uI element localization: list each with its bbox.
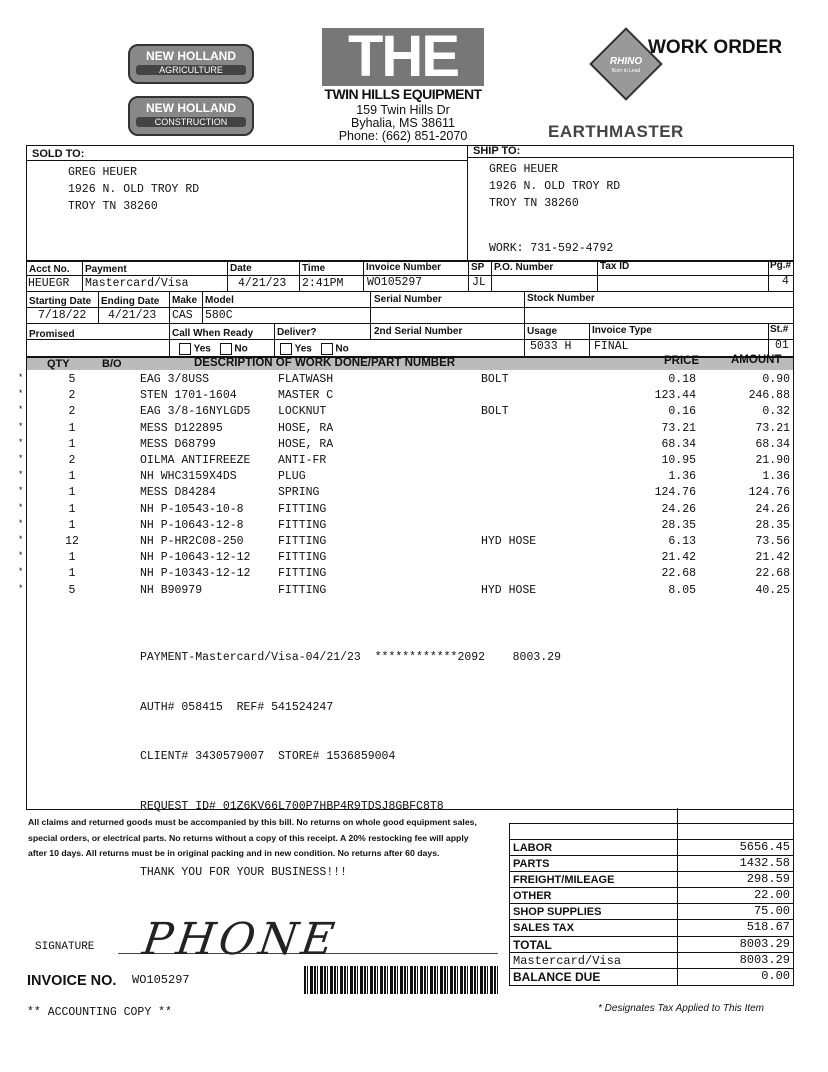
tax-star: * (18, 567, 24, 578)
tax-star: * (18, 518, 24, 529)
payment-label: Payment (85, 264, 127, 275)
item-price: 24.26 (661, 502, 696, 516)
item-description: ANTI-FR (278, 454, 327, 467)
date-label: Date (230, 263, 252, 274)
logo-text: NEW HOLLAND (146, 49, 236, 63)
amount-header: AMOUNT (731, 354, 782, 366)
item-price: 0.16 (668, 405, 696, 419)
item-description: FLATWASH (278, 373, 334, 386)
thank-you-line: THANK YOU FOR YOUR BUSINESS!!! (140, 866, 348, 879)
item-amount: 124.76 (748, 486, 790, 500)
item-amount: 0.32 (762, 405, 790, 419)
item-description: SPRING (278, 486, 320, 500)
ending-date-value: 4/21/23 (108, 309, 157, 322)
parts-label: PARTS (513, 858, 550, 870)
earthmaster-logo: EARTHMASTER (548, 122, 684, 141)
yes-label: Yes (294, 343, 312, 355)
rhino-logo-text: RHINO (609, 56, 643, 67)
item-part-number: OILMA ANTIFREEZE (140, 454, 251, 467)
item-qty: 2 (68, 405, 76, 419)
labor-value: 5656.45 (739, 840, 790, 854)
acct-no-value: HEUEGR (28, 277, 70, 290)
item-price: 21.42 (661, 551, 696, 565)
item-note: HYD HOSE (481, 583, 537, 597)
balance-due-value: 0.00 (761, 969, 790, 983)
ship-to-address (489, 161, 620, 212)
payment-line: PAYMENT-Mastercard/Visa-04/21/23 ************2092 8003.29 (140, 651, 561, 664)
invoice-number-value: WO105297 (367, 276, 423, 289)
total-value: 8003.29 (739, 937, 790, 951)
ship-to-line: GREG HEUER (489, 163, 559, 176)
sold-to-line: 1926 N. OLD TROY RD (68, 183, 200, 196)
starting-date-value: 7/18/22 (38, 309, 87, 322)
item-description: FITTING (278, 551, 327, 565)
shop-supplies-label: SHOP SUPPLIES (513, 906, 602, 918)
tax-star: * (18, 486, 24, 497)
tax-star: * (18, 389, 24, 400)
item-part-number: EAG 3/8USS (140, 373, 210, 386)
ship-to-line: TROY TN 38260 (489, 197, 579, 210)
deliver-label: Deliver? (277, 327, 317, 338)
item-qty: 1 (68, 421, 76, 435)
item-description: FITTING (278, 502, 327, 516)
item-price: 73.21 (661, 421, 696, 435)
model-value: 580C (205, 309, 233, 322)
item-amount: 28.35 (755, 518, 790, 532)
item-price: 10.95 (661, 454, 696, 467)
item-qty: 12 (65, 535, 79, 548)
new-holland-agriculture-logo (128, 44, 254, 84)
item-part-number: STEN 1701-1604 (140, 389, 237, 403)
table-row (0, 551, 828, 567)
tax-star: * (18, 405, 24, 416)
po-number-label: P.O. Number (494, 262, 554, 273)
item-amount: 21.42 (755, 551, 790, 565)
item-qty: 1 (68, 518, 76, 532)
invoice-number-label: Invoice Number (366, 262, 442, 273)
work-order-title: WORK ORDER (648, 37, 783, 58)
item-note: BOLT (481, 373, 509, 386)
freight-label: FREIGHT/MILEAGE (513, 874, 615, 886)
item-price: 123.44 (654, 389, 696, 403)
item-qty: 1 (68, 470, 76, 484)
item-price: 28.35 (661, 518, 696, 532)
labor-label: LABOR (513, 842, 553, 854)
model-label: Model (205, 295, 234, 306)
table-row (0, 373, 828, 389)
table-row (0, 567, 828, 583)
item-description: MASTER C (278, 389, 334, 403)
ship-to-line: 1926 N. OLD TROY RD (489, 180, 621, 193)
sales-tax-value: 518.67 (746, 920, 790, 934)
item-amount: 22.68 (755, 567, 790, 581)
item-qty: 1 (68, 502, 76, 516)
no-label: No (335, 343, 349, 355)
item-description: HOSE, RA (278, 421, 334, 435)
table-row (0, 422, 828, 438)
item-amount: 246.88 (748, 389, 790, 403)
page-number-value: 4 (782, 275, 789, 288)
page-number-label: Pg.# (770, 260, 792, 271)
parts-value: 1432.58 (739, 856, 790, 870)
starting-date-label: Starting Date (29, 296, 92, 307)
item-description: LOCKNUT (278, 405, 327, 419)
sp-label: SP (471, 262, 485, 273)
item-part-number: EAG 3/8-16NYLGD5 (140, 405, 251, 419)
st-value: 01 (775, 339, 789, 352)
tax-star: * (18, 470, 24, 481)
new-holland-construction-logo (128, 96, 254, 136)
item-part-number: NH B90979 (140, 583, 203, 597)
sp-value: JL (472, 276, 486, 289)
item-qty: 1 (68, 567, 76, 581)
item-amount: 68.34 (755, 437, 790, 451)
sold-to-line: TROY TN 38260 (68, 200, 158, 213)
balance-due-label: BALANCE DUE (513, 970, 601, 984)
yes-label: Yes (193, 343, 211, 355)
time-label: Time (302, 263, 326, 274)
company-phone: Phone: (662) 851-2070 (338, 129, 468, 143)
item-description: FITTING (278, 567, 327, 581)
bo-header: B/O (102, 358, 122, 370)
sales-tax-label: SALES TAX (513, 922, 574, 934)
item-price: 68.34 (661, 437, 696, 451)
item-description: FITTING (278, 535, 327, 548)
tax-star: * (18, 437, 24, 448)
logo-text: NEW HOLLAND (146, 101, 236, 115)
company-name: TWIN HILLS EQUIPMENT (324, 86, 482, 102)
terms-line: All claims and returned goods must be accompanied by this bill. No returns on whole good equipment sales, (28, 817, 477, 827)
deliver-yes-checkbox[interactable] (280, 343, 292, 355)
st-label: St.# (770, 324, 789, 335)
sold-to-line: GREG HEUER (68, 166, 138, 179)
call-when-ready-label: Call When Ready (172, 328, 254, 339)
item-part-number: NH P-HR2C08-250 (140, 535, 244, 548)
item-part-number: MESS D84284 (140, 486, 216, 500)
item-description: HOSE, RA (278, 437, 334, 451)
item-description: PLUG (278, 470, 306, 484)
item-part-number: NH P-10543-10-8 (140, 502, 244, 516)
payment-method-label: Mastercard/Visa (513, 954, 622, 968)
item-price: 1.36 (668, 470, 696, 484)
tax-star: * (18, 454, 24, 464)
item-description: FITTING (278, 583, 327, 597)
other-value: 22.00 (753, 888, 790, 902)
no-label: No (234, 343, 248, 355)
acct-no-label: Acct No. (29, 264, 70, 275)
item-part-number: NH P-10643-12-12 (140, 551, 251, 565)
tax-star: * (18, 551, 24, 562)
table-row (0, 405, 828, 421)
item-amount: 73.21 (755, 421, 790, 435)
table-row (0, 438, 828, 454)
tax-star: * (18, 535, 24, 545)
item-price: 8.05 (668, 583, 696, 597)
price-header: PRICE (664, 355, 700, 367)
tax-star: * (18, 502, 24, 513)
ending-date-label: Ending Date (101, 296, 160, 307)
invoice-no-value: WO105297 (132, 973, 190, 987)
total-label: TOTAL (513, 938, 552, 952)
description-header: DESCRIPTION OF WORK DONE/PART NUMBER (194, 357, 456, 369)
item-amount: 24.26 (755, 502, 790, 516)
other-label: OTHER (513, 890, 552, 902)
promised-label: Promised (29, 329, 75, 340)
terms-line: after 10 days. All returns must be in original packing and in new condition. No returns after 60 days. (28, 848, 440, 858)
logo-subtext: AGRICULTURE (136, 65, 246, 75)
item-price: 22.68 (661, 567, 696, 581)
serial-number-label: Serial Number (374, 294, 442, 305)
logo-subtext: CONSTRUCTION (136, 117, 246, 127)
time-value: 2:41PM (302, 277, 344, 290)
item-qty: 2 (68, 389, 76, 403)
rhino-logo-subtext: Born to Lead (611, 68, 641, 74)
ship-to-work-phone: WORK: 731-592-4792 (489, 242, 614, 255)
request-id-line: REQUEST ID# 01Z6KV66L700P7HBP4R9TDSJ8GBFC8T8 (140, 799, 444, 813)
invoice-type-label: Invoice Type (592, 325, 652, 336)
table-row (0, 454, 828, 470)
accounting-copy-label: ** ACCOUNTING COPY ** (27, 1006, 172, 1019)
item-amount: 21.90 (755, 454, 790, 467)
barcode (304, 966, 498, 994)
call-no-checkbox[interactable] (220, 343, 232, 355)
call-yes-checkbox[interactable] (179, 343, 191, 355)
auth-line: AUTH# 058415 REF# 541524247 (140, 700, 334, 714)
table-row (0, 519, 828, 535)
item-price: 6.13 (668, 535, 696, 548)
item-part-number: MESS D122895 (140, 421, 223, 435)
tax-star: * (18, 421, 24, 432)
invoice-type-value: FINAL (594, 340, 629, 353)
item-qty: 5 (68, 373, 76, 386)
invoice-no-label: INVOICE NO. (27, 973, 117, 989)
item-note: HYD HOSE (481, 535, 537, 548)
item-qty: 1 (68, 437, 76, 451)
terms-line: special orders, or electrical parts. No returns without a copy of this receipt. A 20% restocking fee will apply (28, 832, 469, 843)
terms-text (28, 815, 477, 862)
tax-id-label: Tax ID (600, 261, 630, 272)
handwritten-signature: PHONE (139, 914, 342, 965)
second-serial-label: 2nd Serial Number (374, 326, 463, 337)
sold-to-address (68, 164, 199, 215)
item-part-number: NH WHC3159X4DS (140, 470, 237, 484)
item-qty: 1 (68, 486, 76, 500)
qty-header: QTY (47, 358, 70, 370)
item-qty: 1 (68, 551, 76, 565)
client-line: CLIENT# 3430579007 STORE# 1536859004 (140, 750, 396, 763)
table-row (0, 535, 828, 551)
date-value: 4/21/23 (238, 277, 287, 290)
item-part-number: NH P-10343-12-12 (140, 567, 251, 581)
usage-label: Usage (527, 326, 558, 337)
item-qty: 2 (68, 454, 76, 467)
item-qty: 5 (68, 583, 76, 597)
payment-value: Mastercard/Visa (85, 277, 189, 290)
item-amount: 40.25 (755, 583, 790, 597)
payment-method-value: 8003.29 (739, 953, 790, 967)
usage-value: 5033 H (530, 340, 572, 353)
item-amount: 73.56 (755, 535, 790, 548)
item-price: 0.18 (668, 373, 696, 386)
call-when-ready-options (179, 343, 248, 355)
tax-star: * (18, 373, 24, 383)
item-part-number: MESS D68799 (140, 437, 216, 451)
address-line-2: Byhalia, MS 38611 (351, 116, 455, 130)
item-part-number: NH P-10643-12-8 (140, 518, 244, 532)
signature-label: SIGNATURE (35, 941, 95, 953)
company-address (322, 104, 484, 143)
make-value: CAS (172, 309, 193, 322)
make-label: Make (172, 295, 198, 306)
stock-number-label: Stock Number (527, 293, 595, 304)
ship-to-label: SHIP TO: (473, 145, 521, 157)
tax-star: * (18, 583, 24, 594)
item-amount: 1.36 (762, 470, 790, 484)
table-row (0, 486, 828, 502)
item-note: BOLT (481, 405, 509, 419)
item-price: 124.76 (654, 486, 696, 500)
sold-to-label: SOLD TO: (32, 148, 85, 160)
table-row (0, 584, 828, 600)
table-row (0, 470, 828, 486)
deliver-no-checkbox[interactable] (321, 343, 333, 355)
item-description: FITTING (278, 518, 327, 532)
table-row (0, 503, 828, 519)
address-line-1: 159 Twin Hills Dr (356, 103, 450, 117)
deliver-options (280, 343, 349, 355)
tax-note: * Designates Tax Applied to This Item (598, 1003, 765, 1014)
table-row (0, 389, 828, 405)
freight-value: 298.59 (746, 872, 790, 886)
item-amount: 0.90 (762, 373, 790, 386)
the-logo: THE (322, 28, 484, 86)
shop-supplies-value: 75.00 (753, 904, 790, 918)
